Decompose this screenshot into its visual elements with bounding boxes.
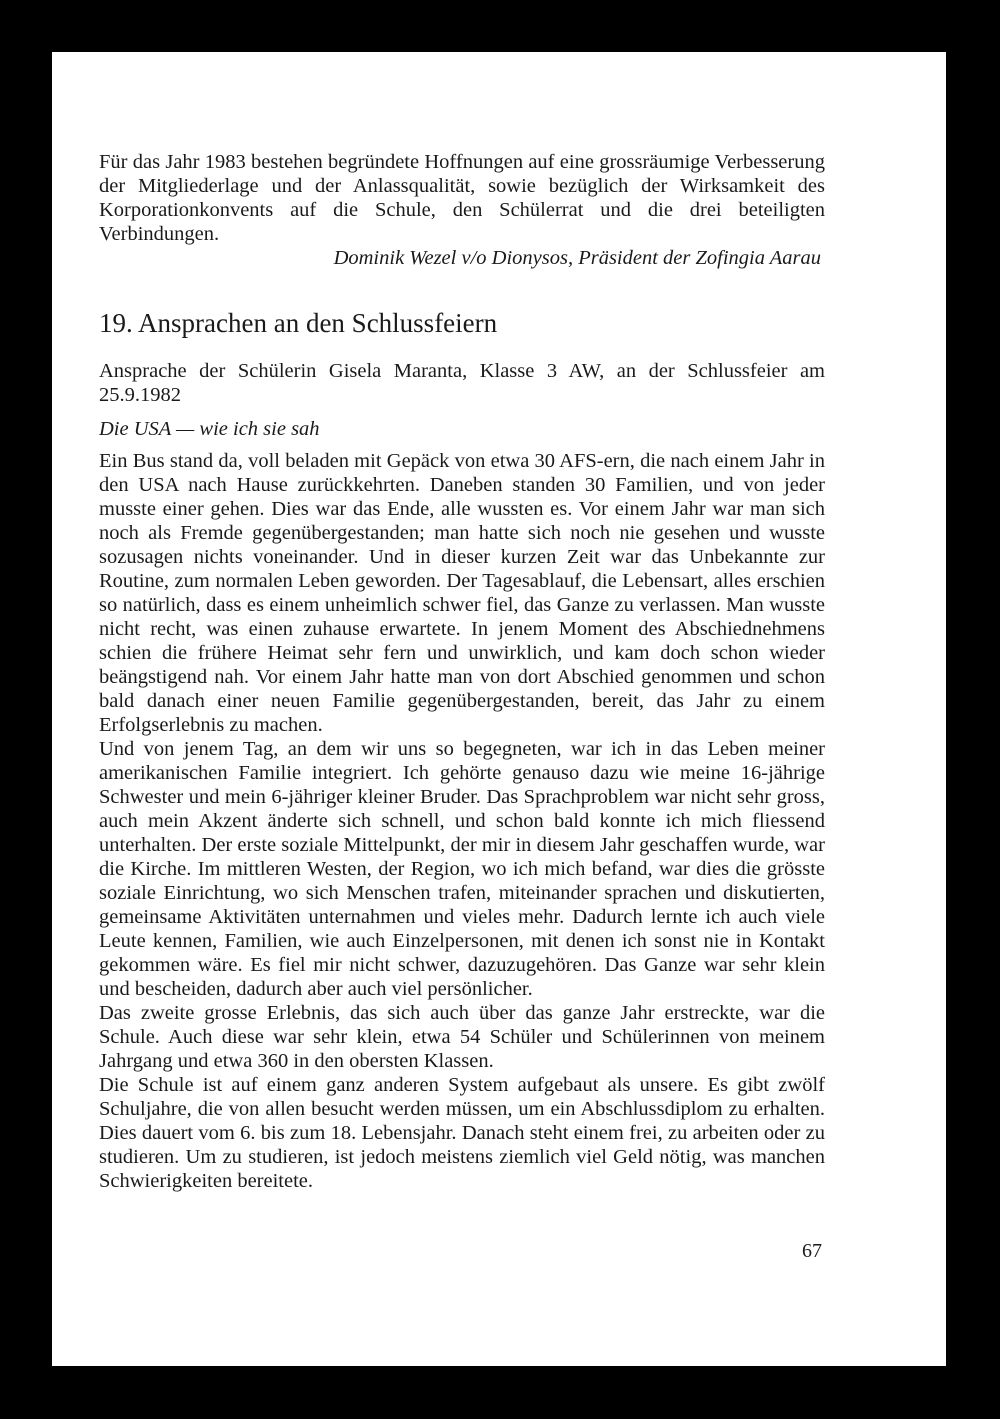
document-page xyxy=(52,52,946,1366)
page-content xyxy=(99,150,825,1193)
author-signature: Dominik Wezel v/o Dionysos, Präsident der Zofingia Aarau xyxy=(333,247,821,269)
speech-intro: Ansprache der Schülerin Gisela Maranta, Klasse 3 AW, an der Schlussfeier am 25.9.1982 xyxy=(99,360,825,406)
page-number: 67 xyxy=(802,1240,822,1262)
body-paragraph: Die Schule ist auf einem ganz anderen System aufgebaut als unsere. Es gibt zwölf Schuljahre, die von allen besucht werden müssen, um ein Abschlussdiplom zu erhalten. Dies dauert vom 6. bis zum 18. Lebensjahr. Danach steht einem frei, zu arbeiten oder zu studieren. Um zu studieren, ist jedoch meistens ziemlich viel Geld nötig, was manchen Schwierigkeiten bereitete. xyxy=(99,1074,825,1192)
body-paragraph: Und von jenem Tag, an dem wir uns so begegneten, war ich in das Leben meiner amerikanischen Familie integriert. Ich gehörte genauso dazu wie meine 16-jährige Schwester und mein 6-jähriger kleiner Bruder. Das Sprachproblem war nicht sehr gross, auch mein Akzent änderte sich schnell, und schon bald konnte ich mich fliessend unterhalten. Der erste soziale Mittelpunkt, der mir in diesem Jahr geschaffen wurde, war die Kirche. Im mittleren Westen, der Region, wo ich mich befand, war dies die grösste soziale Einrichtung, wo sich Menschen trafen, miteinander sprachen und diskutierten, gemeinsame Aktivitäten unternahmen und vieles mehr. Dadurch lernte ich auch viele Leute kennen, Familien, wie auch Einzelpersonen, mit denen ich sonst nie in Kontakt gekommen wäre. Es fiel mir nicht schwer, dazuzugehören. Das Ganze war sehr klein und bescheiden, dadurch aber auch viel persönlicher. xyxy=(99,738,825,1000)
body-paragraph: Ein Bus stand da, voll beladen mit Gepäck von etwa 30 AFS-ern, die nach einem Jahr in den USA nach Hause zurückkehrten. Daneben standen 30 Familien, und von jeder musste einer gehen. Dies war das Ende, alle wussten es. Vor einem Jahr war man sich noch als Fremde gegenübergestanden; man hatte sich noch nie gesehen und wusste sozusagen nichts voneinander. Und in dieser kurzen Zeit war das Unbekannte zur Routine, zum normalen Leben geworden. Der Tagesablauf, die Lebensart, alles erschien so natürlich, dass es einem unheimlich schwer fiel, das Ganze zu verlassen. Man wusste nicht recht, was einen zuhause erwartete. In jenem Moment des Abschiednehmens schien die frühere Heimat sehr fern und unwirklich, und kam doch schon wieder beängstigend nah. Vor einem Jahr hatte man von dort Abschied genommen und schon bald danach einer neuen Familie gegenübergestanden, bereit, das Jahr zu einem Erfolgserlebnis zu machen. xyxy=(99,450,825,736)
closing-paragraph: Für das Jahr 1983 bestehen begründete Hoffnungen auf eine grossräumige Verbesserung der Mitgliederlage und der Anlassqualität, sowie bezüglich der Wirksamkeit des Korporationkonvents auf die Schule, den Schülerrat und die drei beteiligten Verbindungen. xyxy=(99,151,825,245)
body-paragraph: Das zweite grosse Erlebnis, das sich auch über das ganze Jahr erstreckte, war die Schule. Auch diese war sehr klein, etwa 54 Schüler und Schülerinnen von meinem Jahrgang und etwa 360 in den obersten Klassen. xyxy=(99,1002,825,1072)
section-heading: 19. Ansprachen an den Schlussfeiern xyxy=(99,308,498,338)
speech-subtitle: Die USA — wie ich sie sah xyxy=(99,418,320,440)
